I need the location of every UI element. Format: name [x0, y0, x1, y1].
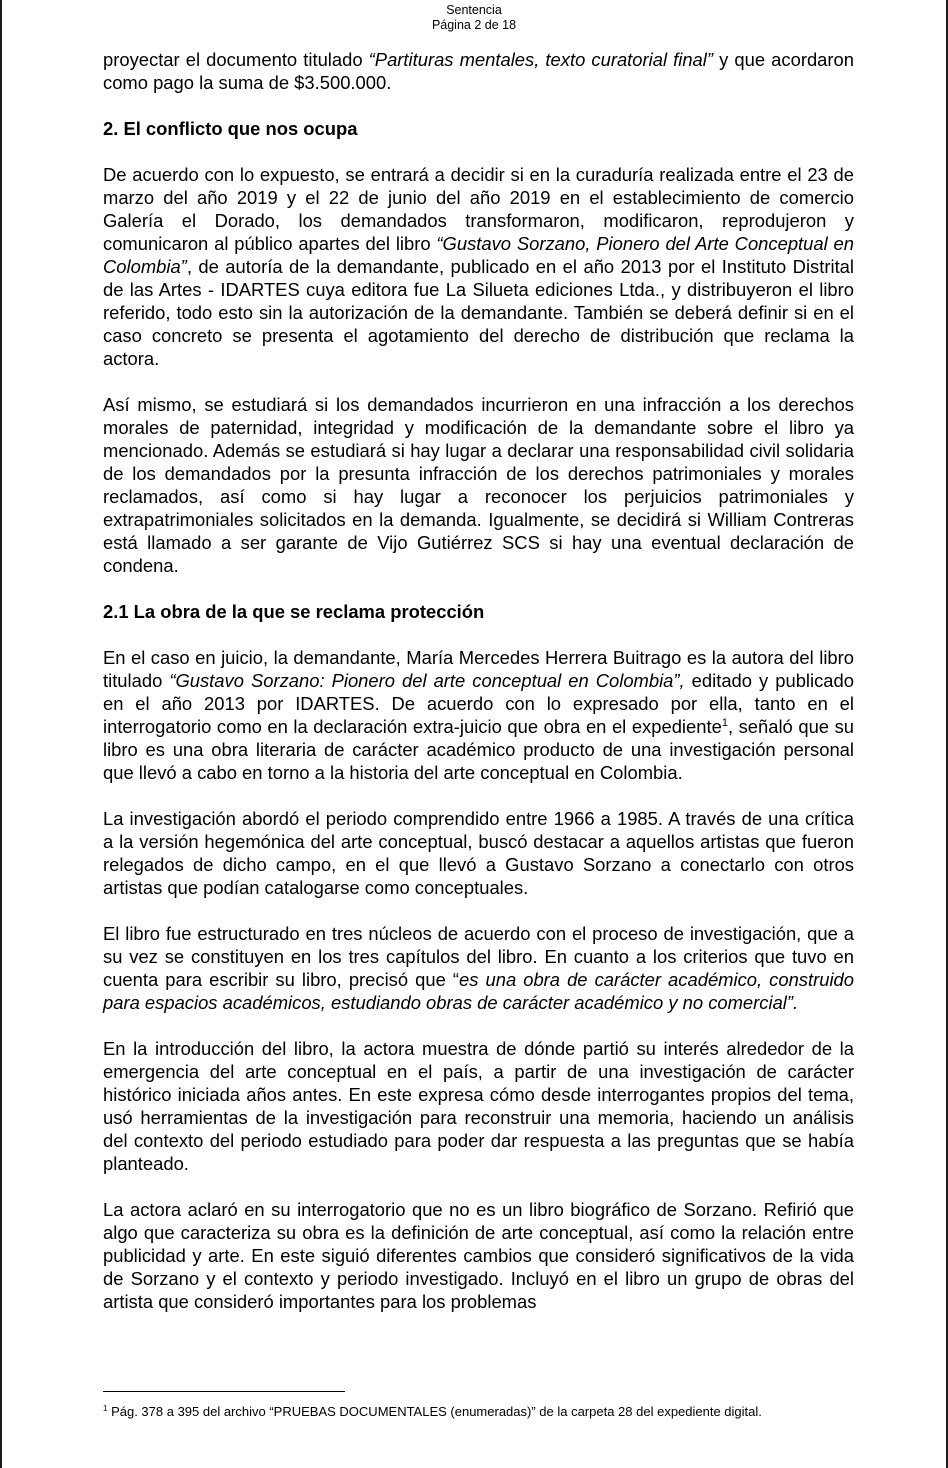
paragraph-3: Así mismo, se estudiará si los demandados incurrieron en una infracción a los derechos morales de paternidad, integridad y modificación de la demandante sobre el libro ya mencionado. Además se estudiará si hay lugar a declarar una responsabilidad civil solidaria de los demandados por la presunta infracción de los derechos patrimoniales y morales reclamados, así como si hay lugar a reconocer los perjuicios patrimoniales y extrapatrimoniales solicitados en la demanda. Igualmente, se decidirá si William Contreras está llamado a ser garante de Vijo Gutiérrez SCS si hay una eventual declaración de condena. — [103, 394, 854, 576]
footnote — [103, 1403, 854, 1420]
header-title: Sentencia — [446, 3, 502, 17]
paragraph-7: En la introducción del libro, la actora muestra de dónde partió su interés alrededor de la emergencia del arte conceptual en el país, a partir de una investigación de carácter histórico iniciada años antes. En este expresa cómo desde interrogantes propios del tema, usó herramientas de la investigación para reconstruir una memoria, haciendo un análisis del contexto del periodo estudiado para poder dar respuesta a las preguntas que se había planteado. — [103, 1038, 854, 1174]
paragraph-5: La investigación abordó el periodo comprendido entre 1966 a 1985. A través de una crítica a la versión hegemónica del arte conceptual, buscó destacar a aquellos artistas que fueron relegados de dicho campo, en el que llevó a Gustavo Sorzano a conectarlo con otros artistas que podían catalogarse como conceptuales. — [103, 808, 854, 898]
footnote-separator — [103, 1391, 345, 1392]
paragraph-8: La actora aclaró en su interrogatorio que no es un libro biográfico de Sorzano. Refirió que algo que caracteriza su obra es la definición de arte conceptual, así como la relación entre publicidad y arte. En este siguió diferentes cambios que consideró significativos de la vida de Sorzano y el contexto y periodo investigado. Incluyó en el libro un grupo de obras del artista que consideró importantes para los problemas — [103, 1199, 854, 1312]
footnote-mark: 1 — [103, 1404, 108, 1413]
page-header — [0, 3, 948, 33]
document-body — [103, 48, 854, 1313]
paragraph-6: El libro fue estructurado en tres núcleos de acuerdo con el proceso de investigación, que a su vez se constituyen en los tres capítulos del libro. En cuanto a los criterios que tuvo en cuenta para escribir su libro, precisó que “es una obra de carácter académico, construido para espacios académicos, estudiando obras de carácter académico y no comercial”. — [103, 923, 855, 1013]
footnote-reference[interactable]: 1 — [721, 717, 728, 729]
paragraph-2: De acuerdo con lo expuesto, se entrará a decidir si en la curaduría realizada entre el 23 de marzo del año 2019 y el 22 de junio del año 2019 en el establecimiento de comercio Galería el Dorado, los demandados transformaron, modificaron, reprodujeron y comunicaron al público apartes del libro “Gustavo Sorzano, Pionero del Arte Conceptual en Colombia”, de autoría de la demandante, publicado en el año 2013 por el Instituto Distrital de las Artes - IDARTES cuya editora fue La Silueta ediciones Ltda., y distribuyeron el libro referido, todo esto sin la autorización de la demandante. También se deberá definir si en el caso concreto se presenta el agotamiento del derecho de distribución que reclama la actora. — [103, 164, 854, 369]
page-number: Página 2 de 18 — [431, 18, 517, 32]
page-edge-left — [0, 0, 2, 1468]
section-heading-2: 2. El conflicto que nos ocupa — [103, 118, 358, 139]
section-heading-2-1: 2.1 La obra de la que se reclama protección — [103, 601, 485, 622]
footnote-text: Pág. 378 a 395 del archivo “PRUEBAS DOCUMENTALES (enumeradas)” de la carpeta 28 del expediente digital. — [107, 1404, 762, 1419]
paragraph-4: En el caso en juicio, la demandante, María Mercedes Herrera Buitrago es la autora del libro titulado “Gustavo Sorzano: Pionero del arte conceptual en Colombia”, editado y publicado en el año 2013 por IDARTES. De acuerdo con lo expresado por ella, tanto en el interrogatorio como en la declaración extra-juicio que obra en el expediente$^1$, señaló que su libro es una obra literaria de carácter académico producto de una investigación personal que llevó a cabo en torno a la historia del arte conceptual en Colombia. — [103, 647, 854, 783]
paragraph-1: proyectar el documento titulado “Partituras mentales, texto curatorial final” y que acordaron como pago la suma de $3.500.000. — [103, 49, 854, 93]
